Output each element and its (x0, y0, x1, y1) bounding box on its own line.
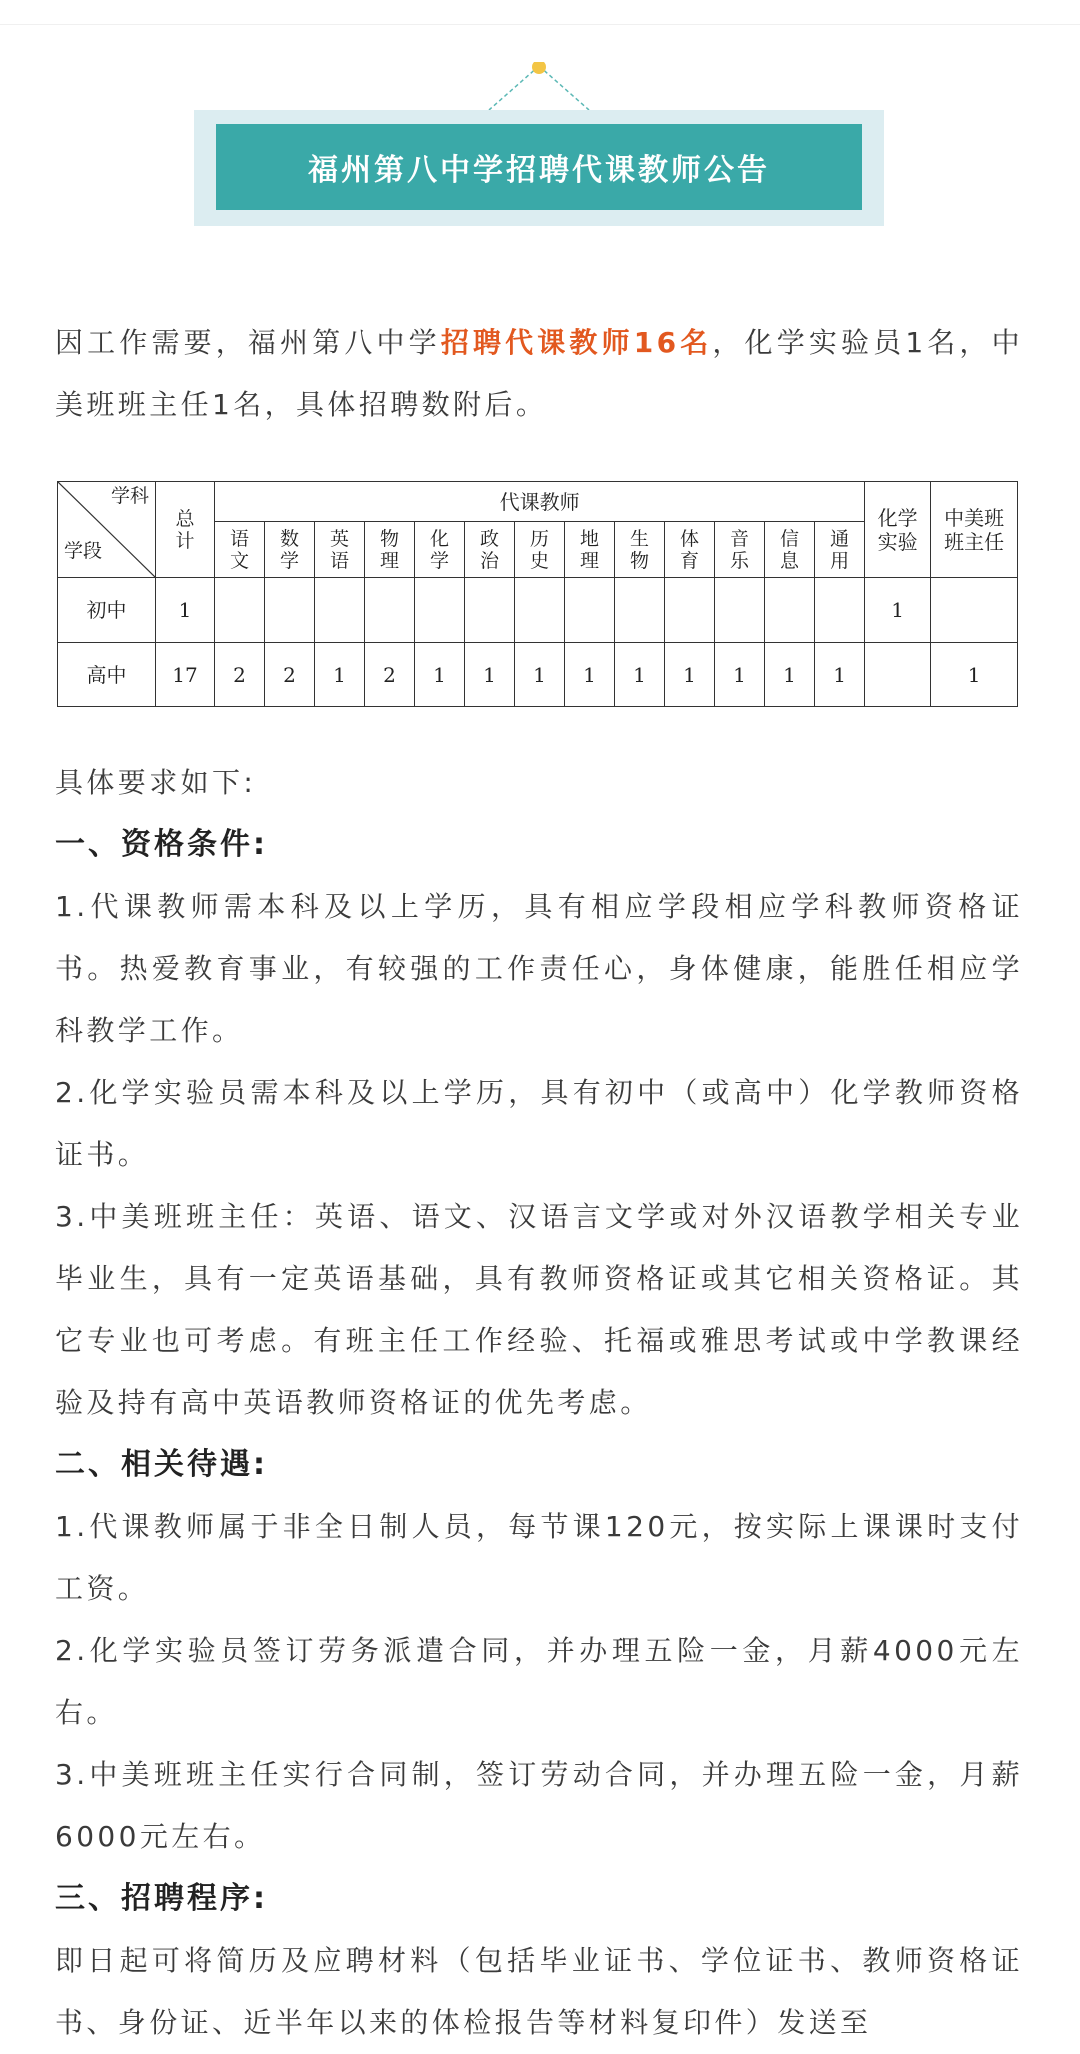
class-teacher-header-label: 中美班班主任 (944, 505, 1005, 554)
corner-subject-label: 学科 (110, 485, 149, 507)
subject-count-cell: 1 (665, 643, 715, 707)
subject-count-cell (715, 578, 765, 643)
subject-count-cell (265, 578, 315, 643)
subject-label: 历史 (530, 527, 550, 572)
subject-count-cell: 2 (215, 643, 265, 707)
total-cell: 1 (156, 578, 215, 643)
chem-lab-header (865, 482, 931, 578)
class-teacher-cell: 1 (931, 643, 1018, 707)
subject-count-cell (315, 578, 365, 643)
class-teacher-cell (931, 578, 1018, 643)
subject-header-12 (815, 522, 865, 578)
subject-count-cell (215, 578, 265, 643)
class-teacher-header (931, 482, 1018, 578)
subject-count-cell: 1 (715, 643, 765, 707)
section-2-item-3: 3.中美班班主任实行合同制，签订劳动合同，并办理五险一金，月薪6000元左右。 (55, 1758, 1023, 1853)
subject-count-cell (815, 578, 865, 643)
section-2-title: 二、相关待遇: (55, 1447, 268, 1482)
section-3-title: 三、招聘程序: (55, 1881, 268, 1916)
table-corner-cell (58, 482, 156, 578)
subject-header-3 (365, 522, 415, 578)
section-2-item-1: 1.代课教师属于非全日制人员，每节课120元，按实际上课课时支付工资。 (55, 1510, 1023, 1605)
title-banner-inner (216, 124, 862, 210)
group-header: 代课教师 (215, 482, 865, 522)
subject-label: 体育 (680, 527, 700, 572)
subject-header-5 (465, 522, 515, 578)
subject-count-cell: 1 (415, 643, 465, 707)
page-title: 福州第八中学招聘代课教师公告 (308, 153, 770, 188)
recruitment-table (57, 481, 1017, 706)
requirements-block (55, 752, 1023, 2054)
subject-label: 地理 (580, 527, 600, 572)
subject-count-cell: 1 (315, 643, 365, 707)
subject-header-10 (715, 522, 765, 578)
subject-count-cell (465, 578, 515, 643)
chem-lab-cell: 1 (865, 578, 931, 643)
subject-label: 生物 (630, 527, 650, 572)
section-3-text: 即日起可将简历及应聘材料（包括毕业证书、学位证书、教师资格证书、身份证、近半年以来的体检报告等材料复印件）发送至 (55, 1944, 1023, 2039)
requirements-intro: 具体要求如下: (55, 766, 257, 799)
subject-label: 政治 (480, 527, 500, 572)
subject-count-cell: 2 (365, 643, 415, 707)
chem-lab-header-label: 化学实验 (877, 505, 918, 554)
total-header-label: 总计 (175, 507, 195, 552)
subject-count-cell: 1 (615, 643, 665, 707)
section-1-item-1: 1.代课教师需本科及以上学历，具有相应学段相应学科教师资格证书。热爱教育事业，有较强的工作责任心，身体健康，能胜任相应学科教学工作。 (55, 890, 1023, 1047)
stage-cell: 高中 (58, 643, 156, 707)
subject-count-cell (365, 578, 415, 643)
subject-header-4 (415, 522, 465, 578)
subject-count-cell: 1 (515, 643, 565, 707)
intro-text-before: 因工作需要，福州第八中学 (55, 326, 441, 359)
section-2-item-2: 2.化学实验员签订劳务派遣合同，并办理五险一金，月薪4000元左右。 (55, 1634, 1023, 1729)
subject-count-cell: 1 (815, 643, 865, 707)
intro-highlight: 招聘代课教师16名 (440, 326, 713, 359)
subject-header-11 (765, 522, 815, 578)
subject-count-cell: 2 (265, 643, 315, 707)
subject-count-cell (615, 578, 665, 643)
subject-header-0 (215, 522, 265, 578)
section-1-item-3: 3.中美班班主任：英语、语文、汉语言文学或对外汉语教学相关专业毕业生，具有一定英语基础，具有教师资格证或其它相关资格证。其它专业也可考虑。有班主任工作经验、托福或雅思考试或中学教课经验及持有高中英语教师资格证的优先考虑。 (55, 1200, 1023, 1419)
subject-header-7 (565, 522, 615, 578)
subject-label: 通用 (830, 527, 850, 572)
intro-block (55, 312, 1023, 436)
intro-text-after: ，化学实验员1名，中美班班主任1名，具体招聘数附后。 (55, 326, 1023, 421)
subject-header-2 (315, 522, 365, 578)
title-banner (194, 110, 884, 226)
top-divider (0, 24, 1080, 25)
subject-header-8 (615, 522, 665, 578)
subject-count-cell: 1 (765, 643, 815, 707)
section-1-title: 一、资格条件: (55, 827, 268, 862)
total-header (156, 482, 215, 578)
subject-label: 物理 (380, 527, 400, 572)
subject-label: 信息 (780, 527, 800, 572)
corner-stage-label: 学段 (64, 540, 103, 562)
subject-count-cell (565, 578, 615, 643)
subject-count-cell (765, 578, 815, 643)
chem-lab-cell (865, 643, 931, 707)
section-1-item-2: 2.化学实验员需本科及以上学历，具有初中（或高中）化学教师资格证书。 (55, 1076, 1023, 1171)
subject-count-cell: 1 (465, 643, 515, 707)
total-cell: 17 (156, 643, 215, 707)
subject-count-cell: 1 (565, 643, 615, 707)
subject-count-cell (665, 578, 715, 643)
subject-count-cell (515, 578, 565, 643)
subject-header-9 (665, 522, 715, 578)
subject-header-6 (515, 522, 565, 578)
subject-label: 音乐 (730, 527, 750, 572)
subject-count-cell (415, 578, 465, 643)
banner-hanger-icon (486, 62, 592, 112)
subject-label: 英语 (330, 527, 350, 572)
intro-paragraph (55, 312, 1023, 436)
subject-label: 化学 (430, 527, 450, 572)
subject-label: 语文 (230, 527, 250, 572)
subject-header-1 (265, 522, 315, 578)
subject-label: 数学 (280, 527, 300, 572)
stage-cell: 初中 (58, 578, 156, 643)
